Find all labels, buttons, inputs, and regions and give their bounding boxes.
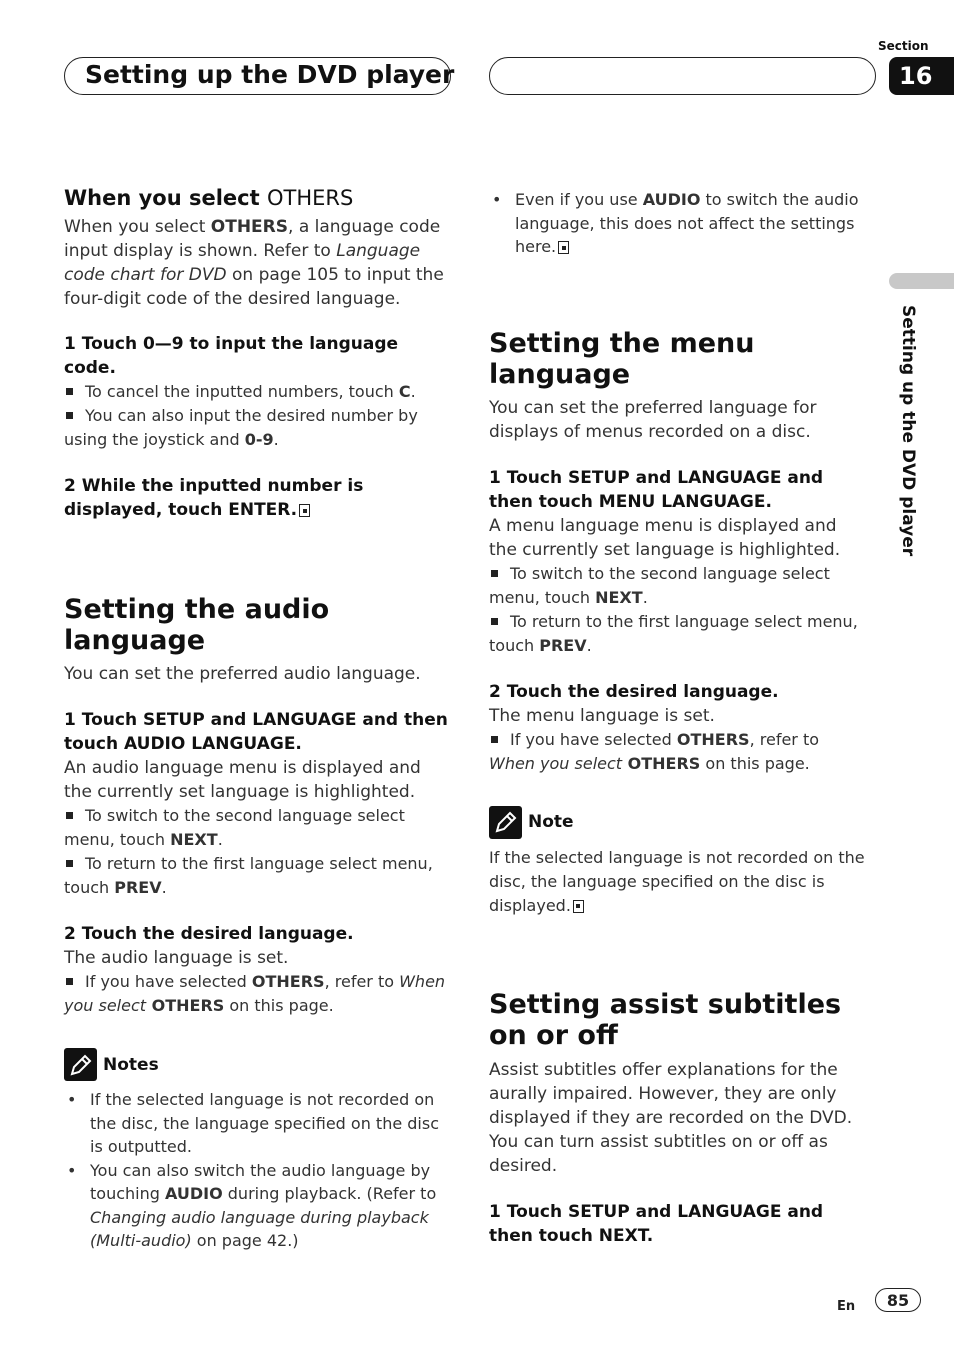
note-label: Note — [528, 812, 574, 832]
section-number-badge: 16 — [889, 57, 954, 95]
audio-bullet-prev: To return to the first language select menu, touch PREV. — [64, 854, 433, 897]
others-paragraph: When you select OTHERS, a language code input display is shown. Refer to Language code chart for DVD on page 105 to input the four-digit code of the desired language. — [64, 217, 444, 309]
header-blank-pill — [489, 57, 876, 95]
menu-bullet-prev: To return to the first language select menu, touch PREV. — [489, 611, 858, 655]
square-bullet-icon — [491, 618, 498, 625]
side-tab-marker — [889, 273, 954, 289]
end-mark-icon — [558, 241, 569, 254]
footer-language: En — [837, 1299, 856, 1314]
note-text: If the selected language is not recorded on the disc, the language specified on the disc is displayed. — [489, 847, 865, 915]
assist-step-1: 1 Touch SETUP and LANGUAGE and then touch NEXT. — [489, 1201, 824, 1246]
note-item: • You can also switch the audio language by touching AUDIO during playback. (Refer to Changing audio language during playback (Multi-audio) on page 42.) — [67, 1160, 437, 1250]
audio-bullet-others: If you have selected OTHERS, refer to When you select OTHERS on this page. — [64, 972, 446, 1015]
heading-when-you-select-others: When you select OTHERS — [64, 186, 354, 210]
menu-step-2-text: The menu language is set. — [489, 705, 715, 726]
side-tab-label: Setting up the DVD player — [898, 305, 918, 557]
right-column — [489, 188, 869, 1248]
end-mark-icon — [573, 900, 584, 913]
square-bullet-icon — [66, 978, 73, 985]
square-bullet-icon — [491, 736, 498, 743]
audio-step-2-text: The audio language is set. — [64, 948, 289, 968]
audio-step-1-text: An audio language menu is displayed and the currently set language is highlighted. — [64, 758, 421, 802]
audio-bullet-next: To switch to the second language select menu, touch NEXT. — [64, 806, 405, 849]
square-bullet-icon — [66, 412, 73, 419]
header-title-pill — [64, 57, 455, 95]
left-column — [64, 186, 454, 1253]
square-bullet-icon — [491, 570, 498, 577]
pencil-note-icon — [64, 1048, 97, 1081]
note-item: • If the selected language is not recorded on the disc, the language specified on the disc is outputted. — [67, 1090, 440, 1156]
note-header — [489, 806, 869, 839]
menu-bullet-others: If you have selected OTHERS, refer to When you select OTHERS on this page. — [489, 729, 820, 773]
pencil-note-icon — [489, 806, 522, 839]
others-bullet-joystick: You can also input the desired number by using the joystick and 0-9. — [64, 406, 418, 449]
end-mark-icon — [299, 504, 310, 517]
others-step-2: 2 While the inputted number is displayed, touch ENTER. — [64, 476, 364, 520]
others-step-1: 1 Touch 0—9 to input the language code. — [64, 334, 399, 378]
menu-step-1-text: A menu language menu is displayed and the currently set language is highlighted. — [489, 515, 841, 560]
menu-intro: You can set the preferred language for displays of menus recorded on a disc. — [489, 397, 817, 442]
notes-header — [64, 1048, 454, 1081]
header-title: Setting up the DVD player — [85, 60, 455, 89]
square-bullet-icon — [66, 388, 73, 395]
menu-step-1: 1 Touch SETUP and LANGUAGE and then touch MENU LANGUAGE. — [489, 467, 824, 512]
square-bullet-icon — [66, 812, 73, 819]
notes-label: Notes — [103, 1054, 159, 1075]
assist-paragraph-1: Assist subtitles offer explanations for the aurally impaired. However, they are only displayed if they are recorded on the DVD. — [489, 1059, 853, 1128]
audio-step-2: 2 Touch the desired language. — [64, 924, 354, 944]
square-bullet-icon — [66, 860, 73, 867]
assist-paragraph-2: You can turn assist subtitles on or off as desired. — [489, 1131, 828, 1176]
menu-step-2: 2 Touch the desired language. — [489, 681, 779, 702]
heading-assist-subtitles: Setting assist subtitles on or off — [489, 988, 842, 1051]
menu-bullet-next: To switch to the second language select menu, touch NEXT. — [489, 563, 830, 607]
audio-step-1: 1 Touch SETUP and LANGUAGE and then touch AUDIO LANGUAGE. — [64, 710, 448, 754]
heading-menu-language: Setting the menu language — [489, 327, 755, 390]
section-label: Section — [878, 39, 929, 53]
others-bullet-cancel: To cancel the inputted numbers, touch C. — [64, 380, 454, 404]
page-number: 85 — [875, 1288, 921, 1312]
audio-switch-note: • Even if you use AUDIO to switch the audio language, this does not affect the settings here. — [492, 190, 859, 256]
audio-intro: You can set the preferred audio language. — [64, 664, 421, 684]
heading-audio-language: Setting the audio language — [64, 594, 330, 656]
